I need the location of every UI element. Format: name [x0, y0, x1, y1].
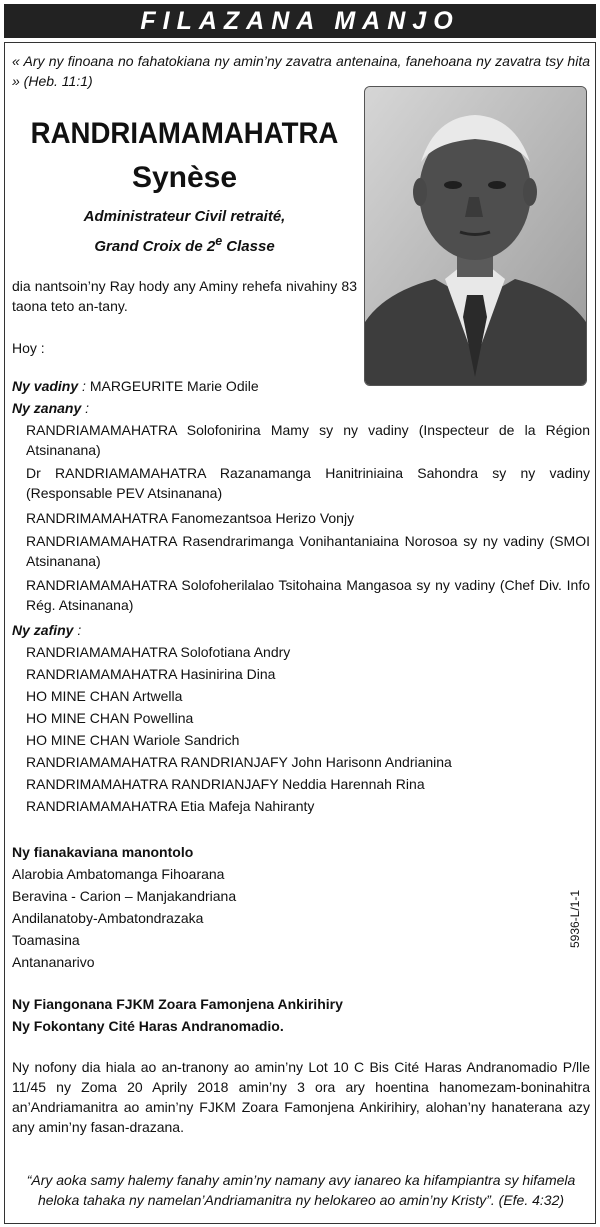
children-sep: :: [81, 400, 90, 416]
child-item: RANDRIAMAMAHATRA Rasendrarimanga Vonihantaniaina Norosoa sy ny vadiny (SMOI Atsinanana): [26, 533, 590, 569]
fokontany-line: Ny Fokontany Cité Haras Andranomadio.: [12, 1018, 284, 1034]
grandchild-item: HO MINE CHAN Artwella: [26, 688, 183, 704]
family-place: Beravina - Carion – Manjakandriana: [12, 888, 237, 904]
spouse-sep: :: [78, 378, 90, 394]
grandchild-item: HO MINE CHAN Wariole Sandrich: [26, 732, 240, 748]
spouse-label: Ny vadiny: [12, 378, 79, 394]
deceased-first-name: Synèse: [131, 161, 238, 194]
deceased-title-line1: Administrateur Civil retraité,: [83, 208, 286, 225]
family-place: Andilanatoby-Ambatondrazaka: [12, 910, 204, 926]
grandchildren-sep: :: [73, 622, 82, 638]
portrait-image: [365, 87, 586, 385]
death-announcement: dia nantsoin’ny Ray hody any Aminy rehefa nivahiny 83 taona teto an-tany.: [12, 278, 357, 314]
title-superscript: e: [215, 234, 223, 248]
child-item: RANDRIAMAMAHATRA Solofoherilalao Tsitohaina Mangasoa sy ny vadiny (Chef Div. Info Rég. Atsinanana): [26, 577, 590, 613]
deceased-title-line2: [12, 230, 357, 258]
grandchild-item: RANDRIAMAMAHATRA Hasinirina Dina: [26, 666, 276, 682]
children-heading: [12, 398, 89, 418]
grandchildren-label: Ny zafiny: [12, 622, 74, 638]
hoy-label: Hoy :: [12, 340, 45, 356]
title-class: Classe: [222, 238, 275, 255]
grandchild-item: RANDRIAMAMAHATRA RANDRIANJAFY John Harisonn Andrianina: [26, 754, 452, 770]
child-item: RANDRIAMAMAHATRA Solofonirina Mamy sy ny vadiny (Inspecteur de la Région Atsinanana): [26, 422, 590, 458]
opening-quote: « Ary ny finoana no fahatokiana ny amin’ny zavatra antenaina, fanehoana ny zavatra tsy hita » (Heb. 11:1): [12, 53, 590, 89]
spouse-name: MARGEURITE Marie Odile: [89, 378, 259, 394]
family-place: Toamasina: [12, 932, 80, 948]
header-banner: FILAZANA MANJO: [4, 4, 596, 38]
spouse-line: [12, 376, 259, 396]
deceased-portrait-photo: [364, 86, 587, 386]
deceased-surname: RANDRIAMAMAHATRA: [30, 117, 339, 150]
funeral-details: Ny nofony dia hiala ao an-tranony ao amin’ny Lot 10 C Bis Cité Haras Andranomadio P/lle 11/45 ny Zoma 20 Aprily 2018 amin’ny 3 ora ary hoentina hanomezam-boninahitra an’Andriamanitra ao amin’ny FJKM Zoara Famonjena Ankirihiry, alohan’ny hanaterana azy any amin’ny fasan-drazana.: [12, 1059, 590, 1135]
child-item: Dr RANDRIAMAMAHATRA Razanamanga Hanitriniaina Sahondra sy ny vadiny (Responsable PEV Atsinanana): [26, 465, 590, 501]
church-line: Ny Fiangonana FJKM Zoara Famonjena Ankirihiry: [12, 996, 343, 1012]
grandchild-item: RANDRIAMAMAHATRA Etia Mafeja Nahiranty: [26, 798, 315, 814]
reference-code-text: 5936-L/1-1: [568, 889, 582, 949]
grandchild-item: RANDRIMAMAHATRA RANDRIANJAFY Neddia Harennah Rina: [26, 776, 425, 792]
grandchild-item: HO MINE CHAN Powellina: [26, 710, 194, 726]
family-place: Alarobia Ambatomanga Fihoarana: [12, 866, 225, 882]
closing-quote: “Ary aoka samy halemy fanahy amin’ny namany avy ianareo ka hifampiantra sy hifamela heloka tahaka ny namelan’Andriamanitra ny helokareo ao amin’ny Kristy”. (Efe. 4:32): [26, 1172, 576, 1208]
grandchild-item: RANDRIAMAMAHATRA Solofotiana Andry: [26, 644, 291, 660]
family-place: Antananarivo: [12, 954, 95, 970]
reference-code: [555, 880, 595, 960]
families-heading: Ny fianakaviana manontolo: [12, 844, 194, 860]
child-item: RANDRIMAMAHATRA Fanomezantsoa Herizo Vonjy: [26, 510, 355, 526]
grandchildren-heading: [12, 620, 81, 640]
title-rank: Grand Croix de 2: [94, 238, 216, 255]
children-label: Ny zanany: [12, 400, 82, 416]
